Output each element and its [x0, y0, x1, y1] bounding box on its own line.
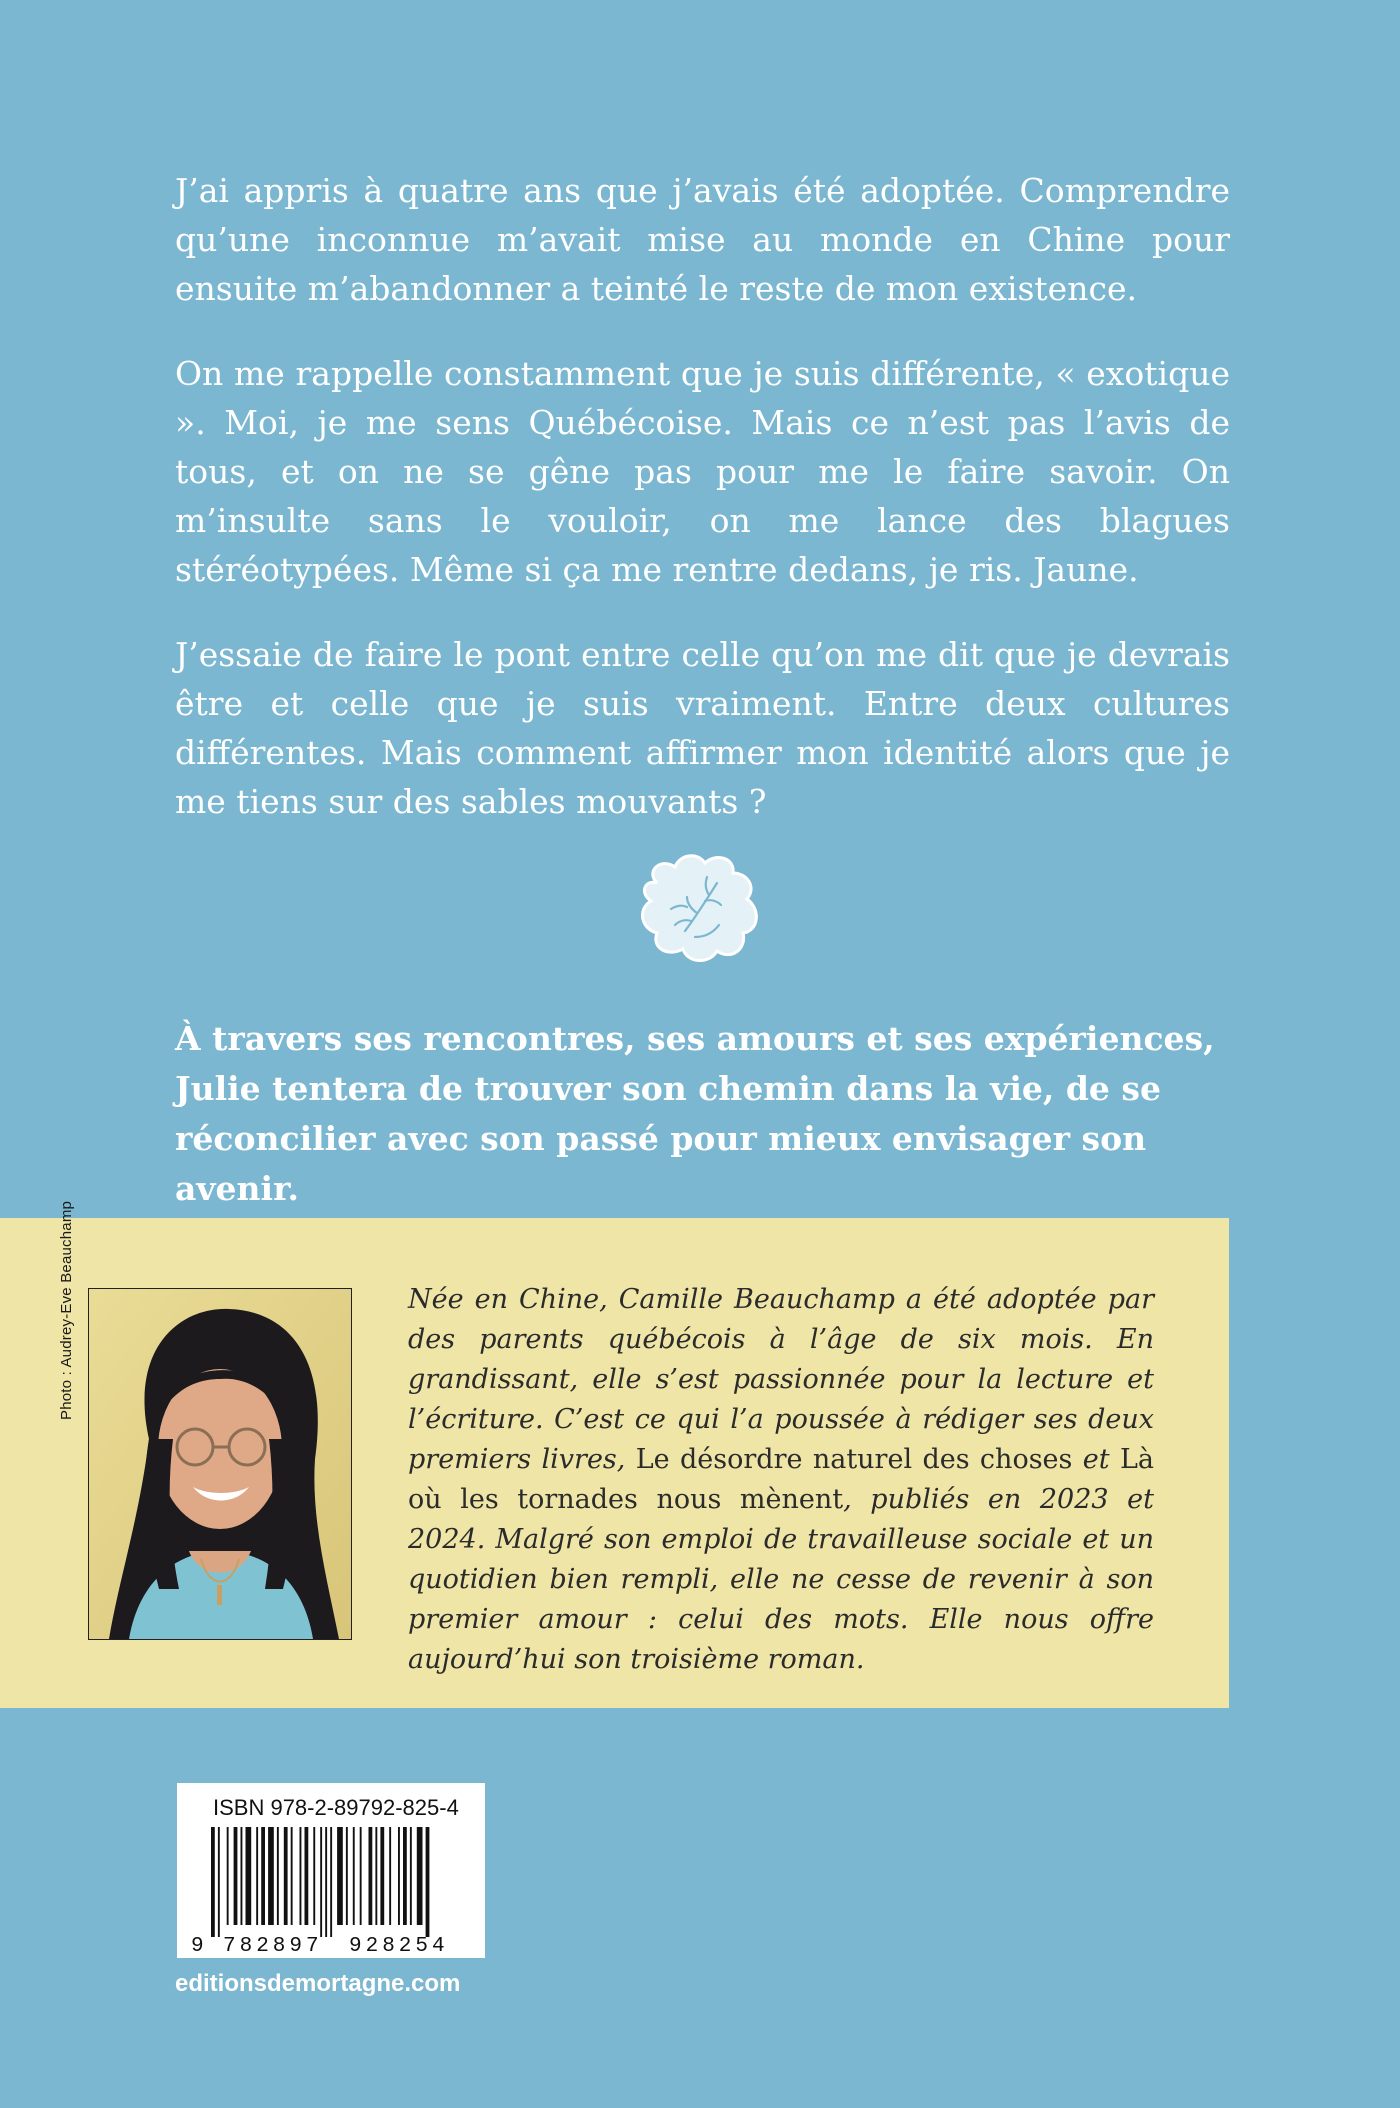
barcode-bar — [417, 1827, 423, 1925]
publisher-website[interactable]: editionsdemortagne.com — [175, 1970, 461, 1997]
barcode-bar — [403, 1827, 407, 1925]
barcode-bar — [241, 1827, 243, 1925]
barcode-bar — [360, 1827, 362, 1925]
bio-part-3: , publiés en 2023 et 2024. Malgré son emploi de travailleuse sociale et un quotidien bien rempli, elle ne cesse de revenir à son premier amour : celui des mots. Elle nous offre aujourd’hui son troisième roman. — [408, 1484, 1154, 1675]
barcode-bar — [261, 1827, 265, 1925]
barcode-bar — [375, 1827, 377, 1925]
author-bio-text — [408, 1280, 1154, 1680]
barcode-bar — [291, 1827, 293, 1925]
barcode-bar — [369, 1827, 373, 1925]
barcode-bar — [300, 1827, 302, 1925]
barcode-bar — [218, 1827, 220, 1937]
isbn-barcode — [177, 1783, 485, 1958]
barcode-bar — [330, 1827, 332, 1937]
barcode-bar — [346, 1827, 348, 1925]
synopsis-paragraph-1: J’ai appris à quatre ans que j’avais été adoptée. Comprendre qu’une inconnue m’avait mise au monde en Chine pour ensuite m’abandonner a teinté le reste de mon existence. — [175, 171, 1230, 308]
barcode-bar — [380, 1827, 384, 1925]
barcode-bar — [320, 1827, 322, 1937]
tagline: À travers ses rencontres, ses amours et ses expériences, Julie tentera de trouver son chemin dans la vie, de se réconcilier avec son passé pour mieux envisager son avenir. — [175, 1019, 1215, 1208]
barcode-bar — [246, 1827, 252, 1925]
barcode-digit-first: 9 — [191, 1935, 204, 1955]
book-title-2: Là où les tornades nous mènent — [408, 1444, 1154, 1515]
author-portrait-image — [89, 1289, 351, 1639]
barcode-bar — [256, 1827, 258, 1925]
barcode-bar — [305, 1827, 309, 1925]
synopsis-paragraph-2: On me rappelle constamment que je suis différente, « exotique ». Moi, je me sens Québécoise. Mais ce n’est pas l’avis de tous, et on ne se gêne pas pour me le faire savoir. On m’insulte sans le vouloir, on me lance des blagues stéréotypées. Même si ça me rentre dedans, je ris. Jaune. — [175, 354, 1230, 589]
barcode-bar — [227, 1827, 229, 1925]
synopsis — [175, 166, 1230, 862]
barcode-digits-left: 782897 — [223, 1935, 323, 1955]
barcode-bar — [211, 1827, 215, 1937]
barcode-bar — [337, 1827, 343, 1925]
barcode-digits-right: 928254 — [349, 1935, 449, 1955]
barcode-image — [183, 1827, 479, 1955]
synopsis-paragraph-3: J’essaie de faire le pont entre celle qu’on me dit que je devrais être et celle que je suis vraiment. Entre deux cultures différentes. Mais comment affirmer mon identité alors que je me tiens sur des sables mouvants ? — [175, 635, 1230, 821]
barcode-bar — [325, 1827, 327, 1937]
author-bio-panel — [0, 1218, 1229, 1708]
barcode-bar — [284, 1827, 288, 1925]
barcode-bar — [389, 1827, 391, 1925]
barcode-bar — [426, 1827, 430, 1937]
barcode-bar — [313, 1827, 315, 1925]
book-title-1: Le désordre naturel des choses — [635, 1444, 1073, 1475]
author-photo — [88, 1288, 352, 1640]
barcode-bar — [353, 1827, 355, 1925]
bio-part-1: Née en Chine, Camille Beauchamp a été adoptée par des parents québécois à l’âge de six mois. En grandissant, elle s’est passionnée pour la lecture et l’écriture. C’est ce qui l’a poussée à rédiger ses deux premiers livres, — [408, 1284, 1154, 1475]
barcode-bar — [234, 1827, 238, 1925]
barcode-bar — [277, 1827, 279, 1925]
photo-credit: Photo : Audrey-Eve Beauchamp — [58, 1200, 75, 1420]
bio-part-2: et — [1072, 1444, 1120, 1475]
barcode-bar — [398, 1827, 400, 1925]
barcode-bar — [410, 1827, 412, 1925]
isbn-label: ISBN 978-2-89792-825-4 — [213, 1795, 459, 1820]
barcode-bar — [268, 1827, 274, 1925]
flower-ornament-icon — [635, 853, 765, 965]
